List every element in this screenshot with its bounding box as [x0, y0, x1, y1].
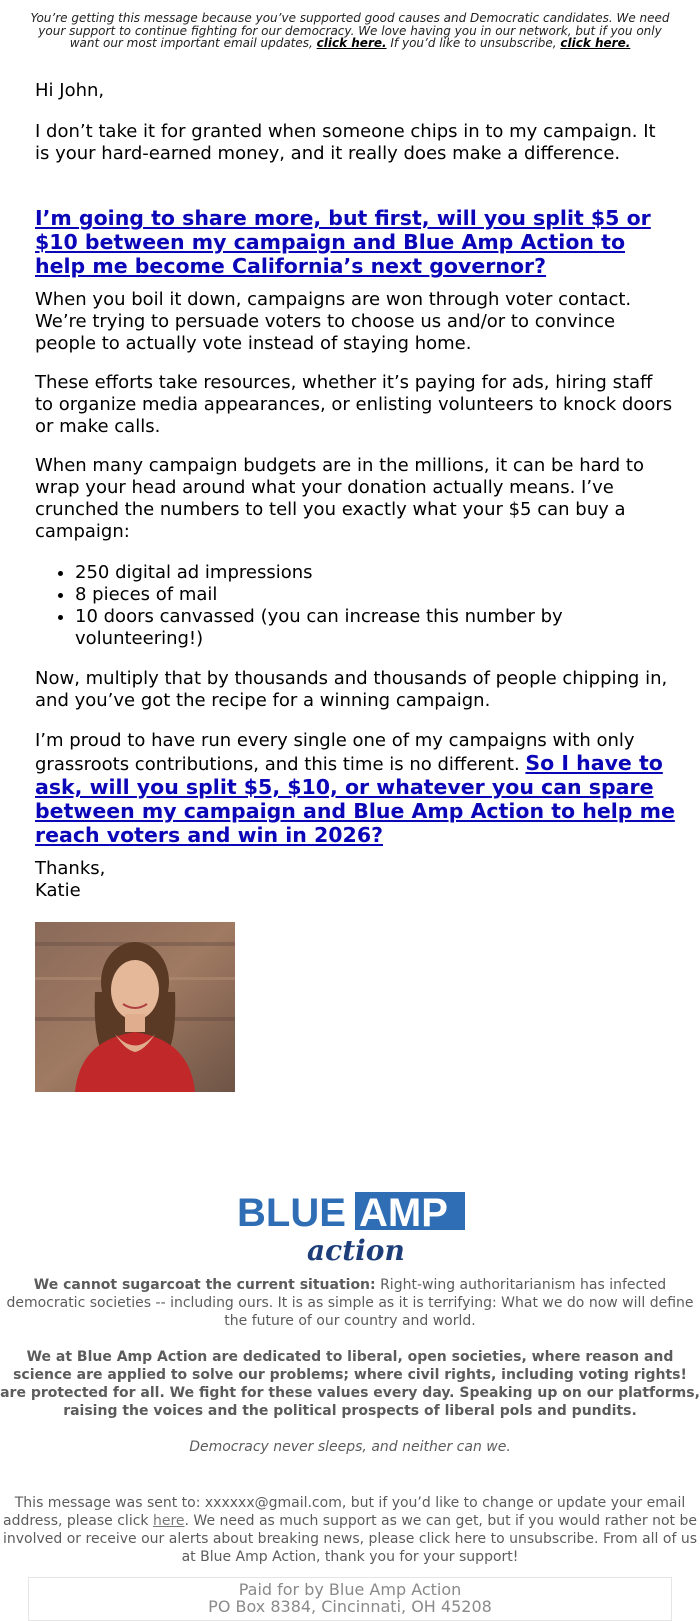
paragraph-6-lead: I’m proud to have run every single one of my campaigns with only grassroots contributions, and this time is no different. — [35, 730, 635, 775]
impact-list — [35, 562, 695, 650]
update-email-link[interactable]: here — [152, 1513, 185, 1529]
footer-sent-text-2: . We need as much support as we can get, but if you would rather not be involved or receive our alerts about breaking news, please click here to unsubscribe. From all of us at Blue Amp Action, thank you for your support! — [3, 1513, 697, 1565]
paragraph-5: Now, multiply that by thousands and thousands of people chipping in, and you’ve got the recipe for a winning campaign. — [35, 668, 668, 711]
blue-amp-action-logo — [237, 1190, 465, 1265]
logo-blue-text: BLUE — [237, 1191, 346, 1235]
footer-situation-bold: We cannot sugarcoat the current situation: — [33, 1277, 376, 1293]
paragraph-4: When many campaign budgets are in the millions, it can be hard to wrap your head around what your donation actually means. I’ve crunched the numbers to tell you exactly what your $5 can buy a campaign: — [35, 455, 644, 542]
candidate-photo — [35, 922, 235, 1092]
signature: Katie — [35, 880, 81, 901]
unsubscribe-link[interactable]: click here. — [560, 36, 631, 50]
paragraph-6 — [35, 730, 675, 848]
paragraph-3: These efforts take resources, whether it’s paying for ads, hiring staff to organize media appearances, or enlisting volunteers to knock doors or make calls. — [35, 372, 673, 437]
preheader-text-2: If you’d like to unsubscribe, — [386, 36, 561, 50]
paragraph-2: When you boil it down, campaigns are won through voter contact. We’re trying to persuade voters to choose us and/or to convince people to actually vote instead of staying home. — [35, 289, 632, 354]
footer-mission: We at Blue Amp Action are dedicated to liberal, open societies, where reason and science are applied to solve our problems; where civil rights, including voting rights! are protected for all. We fight for these values every day. Speaking up on our platforms, raising the voices and the political prospects of liberal pols and pundits. — [0, 1349, 700, 1419]
footer-tagline: Democracy never sleeps, and neither can we. — [189, 1439, 511, 1455]
paragraph-1: I don’t take it for granted when someone chips in to my campaign. It is your hard-earned money, and it really does make a difference. — [35, 121, 656, 164]
paid-for-address: PO Box 8384, Cincinnati, OH 45208 — [208, 1597, 492, 1616]
list-item: • 250 digital ad impressions — [75, 562, 695, 584]
important-updates-link[interactable]: click here. — [316, 36, 387, 50]
cta-paragraph-1 — [35, 207, 675, 279]
footer-sent-text: This message was sent to: xxxxxx@gmail.com, but if you’d like to change or update your email address, please click — [3, 1495, 686, 1529]
logo-amp-text: AMP — [359, 1191, 448, 1235]
paid-for-line: Paid for by Blue Amp Action — [238, 1580, 462, 1599]
greeting: Hi John, — [35, 80, 105, 101]
footer-situation-text: Right-wing authoritarianism has infected democratic societies -- including ours. It is as simple as it is terrifying: What we do now will define the future of our country and world. — [6, 1277, 694, 1329]
footer-situation — [0, 1276, 700, 1330]
footer-sent-notice — [0, 1494, 700, 1566]
donate-link-1[interactable]: I’m going to share more, but first, will you split $5 or $10 between my campaign and Blue Amp Action to help me become California’s next governor? — [35, 206, 651, 278]
logo-action-text: action — [307, 1234, 405, 1265]
preheader — [28, 12, 672, 50]
preheader-text: You’re getting this message because you’ve supported good causes and Democratic candidates. We need your support to continue fighting for our democracy. We love having you in our network, but if you only want our most important email updates, — [30, 11, 670, 50]
donate-link-2[interactable]: So I have to ask, will you split $5, $10, or whatever you can spare between my campaign and Blue Amp Action to help me reach voters and win in 2026? — [35, 751, 675, 847]
list-item: • 8 pieces of mail — [75, 584, 695, 606]
list-item: • 10 doors canvassed (you can increase this number by volunteering!) — [75, 606, 695, 650]
signoff: Thanks, — [35, 858, 106, 879]
paid-for-box — [28, 1577, 672, 1621]
